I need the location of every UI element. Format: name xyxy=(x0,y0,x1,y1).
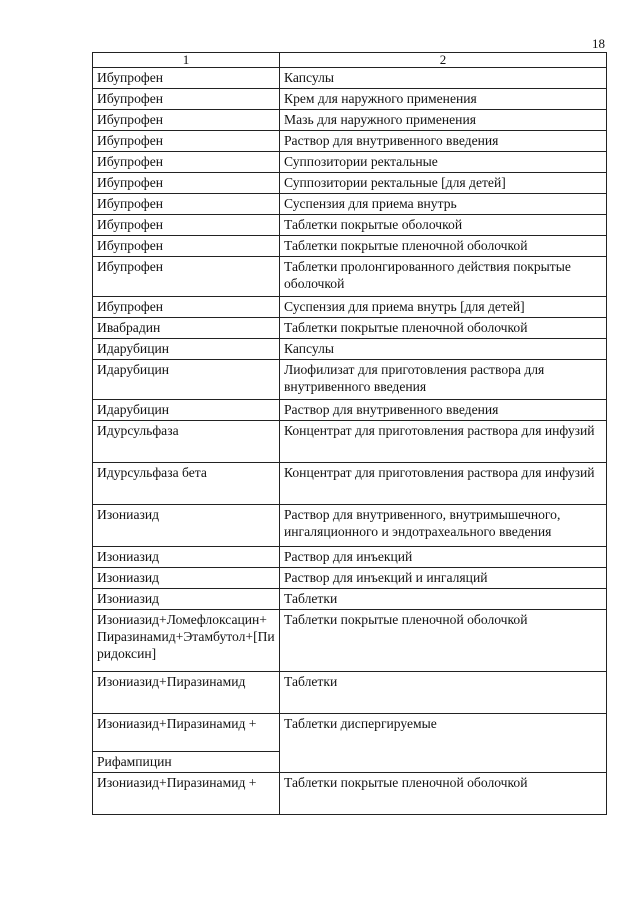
dosage-form-cell: Мазь для наружного применения xyxy=(280,110,607,131)
header-col-2: 2 xyxy=(280,53,607,68)
dosage-form-cell: Капсулы xyxy=(280,68,607,89)
drug-name-cell: Идарубицин xyxy=(93,360,280,400)
table-row xyxy=(93,714,607,752)
table-row xyxy=(93,610,607,672)
drug-name-cell: Идарубицин xyxy=(93,400,280,421)
drug-name-cell: Изониазид xyxy=(93,547,280,568)
dosage-form-cell: Концентрат для приготовления раствора для инфузий xyxy=(280,463,607,505)
dosage-form-cell: Суспензия для приема внутрь xyxy=(280,194,607,215)
dosage-form-cell: Суппозитории ректальные [для детей] xyxy=(280,173,607,194)
table-row xyxy=(93,547,607,568)
drug-name-cell: Ивабрадин xyxy=(93,318,280,339)
drug-name-cell: Ибупрофен xyxy=(93,131,280,152)
drug-name-cell: Ибупрофен xyxy=(93,68,280,89)
table-row xyxy=(93,297,607,318)
dosage-form-cell: Таблетки пролонгированного действия покрытые оболочкой xyxy=(280,257,607,297)
table-row xyxy=(93,110,607,131)
dosage-form-cell: Таблетки покрытые пленочной оболочкой xyxy=(280,236,607,257)
table-row xyxy=(93,400,607,421)
dosage-form-cell: Крем для наружного применения xyxy=(280,89,607,110)
dosage-form-cell: Таблетки xyxy=(280,672,607,714)
dosage-form-cell: Таблетки xyxy=(280,589,607,610)
dosage-form-cell: Раствор для внутривенного введения xyxy=(280,400,607,421)
drug-name-cell: Ибупрофен xyxy=(93,194,280,215)
table-row xyxy=(93,672,607,714)
drug-name-cell: Ибупрофен xyxy=(93,89,280,110)
table-row xyxy=(93,568,607,589)
table-row xyxy=(93,236,607,257)
table-row xyxy=(93,68,607,89)
drug-name-cell: Идарубицин xyxy=(93,339,280,360)
drug-name-cell-continued: Рифампицин xyxy=(93,752,280,773)
drug-table xyxy=(92,52,607,815)
table-row xyxy=(93,773,607,815)
drug-name-cell: Ибупрофен xyxy=(93,173,280,194)
header-col-1: 1 xyxy=(93,53,280,68)
table-row xyxy=(93,463,607,505)
table-row xyxy=(93,215,607,236)
drug-name-cell: Ибупрофен xyxy=(93,110,280,131)
dosage-form-cell: Суппозитории ректальные xyxy=(280,152,607,173)
drug-name-cell: Изониазид+Ломефлоксацин+Пиразинамид+Этамбутол+[Пиридоксин] xyxy=(93,610,280,672)
drug-name-cell: Ибупрофен xyxy=(93,236,280,257)
drug-name-cell: Ибупрофен xyxy=(93,215,280,236)
dosage-form-cell: Таблетки покрытые оболочкой xyxy=(280,215,607,236)
dosage-form-cell: Концентрат для приготовления раствора для инфузий xyxy=(280,421,607,463)
table-row xyxy=(93,194,607,215)
drug-name-cell: Ибупрофен xyxy=(93,297,280,318)
dosage-form-cell: Капсулы xyxy=(280,339,607,360)
drug-name-cell: Изониазид+Пиразинамид + xyxy=(93,714,280,752)
drug-name-cell: Идурсульфаза бета xyxy=(93,463,280,505)
dosage-form-cell: Суспензия для приема внутрь [для детей] xyxy=(280,297,607,318)
table-row xyxy=(93,505,607,547)
table-row xyxy=(93,339,607,360)
dosage-form-cell: Таблетки диспергируемые xyxy=(280,714,607,773)
table-row xyxy=(93,173,607,194)
table-row xyxy=(93,360,607,400)
table-row xyxy=(93,257,607,297)
table-row xyxy=(93,421,607,463)
dosage-form-cell: Раствор для инъекций и ингаляций xyxy=(280,568,607,589)
dosage-form-cell: Таблетки покрытые пленочной оболочкой xyxy=(280,773,607,815)
drug-name-cell: Изониазид xyxy=(93,568,280,589)
table-row xyxy=(93,131,607,152)
table-row xyxy=(93,89,607,110)
table-header-row xyxy=(93,53,607,68)
drug-name-cell: Идурсульфаза xyxy=(93,421,280,463)
page-number: 18 xyxy=(592,36,605,51)
drug-name-cell: Ибупрофен xyxy=(93,152,280,173)
dosage-form-cell: Таблетки покрытые пленочной оболочкой xyxy=(280,318,607,339)
table-row xyxy=(93,589,607,610)
dosage-form-cell: Таблетки покрытые пленочной оболочкой xyxy=(280,610,607,672)
drug-name-cell: Изониазид xyxy=(93,589,280,610)
dosage-form-cell: Раствор для внутривенного введения xyxy=(280,131,607,152)
drug-name-cell: Изониазид+Пиразинамид xyxy=(93,672,280,714)
drug-name-cell: Ибупрофен xyxy=(93,257,280,297)
dosage-form-cell: Раствор для внутривенного, внутримышечного, ингаляционного и эндотрахеального введения xyxy=(280,505,607,547)
dosage-form-cell: Раствор для инъекций xyxy=(280,547,607,568)
table-row xyxy=(93,318,607,339)
drug-name-cell: Изониазид xyxy=(93,505,280,547)
drug-name-cell: Изониазид+Пиразинамид + xyxy=(93,773,280,815)
dosage-form-cell: Лиофилизат для приготовления раствора для внутривенного введения xyxy=(280,360,607,400)
table-row xyxy=(93,152,607,173)
